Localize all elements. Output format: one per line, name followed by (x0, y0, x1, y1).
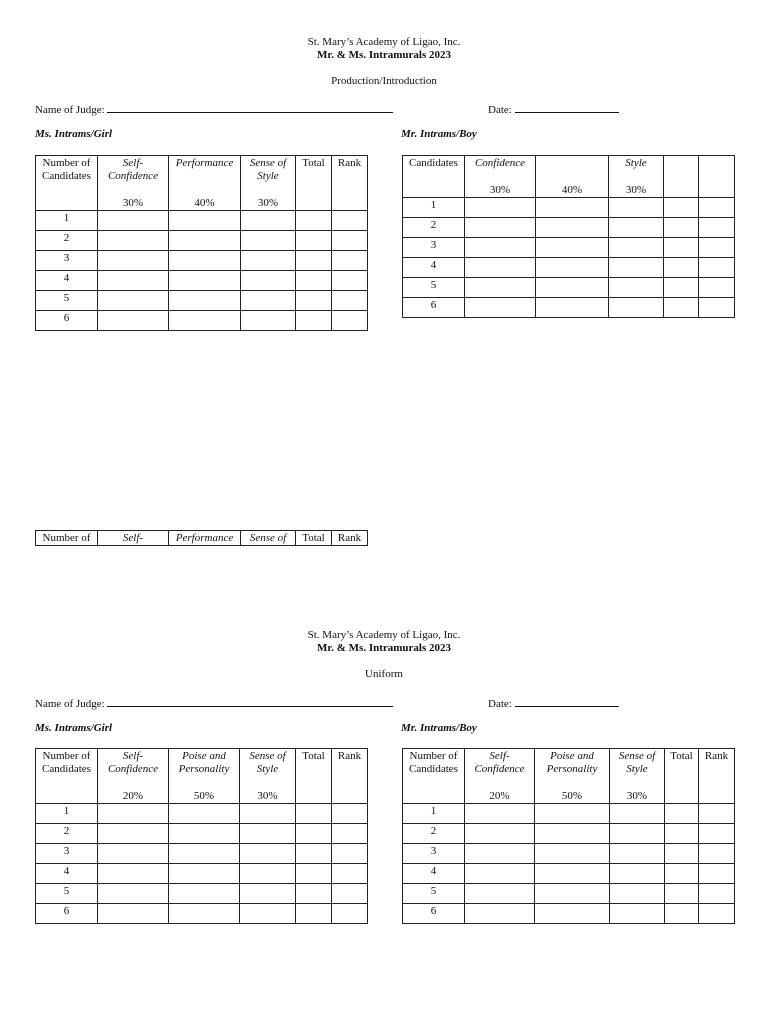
col-rank (699, 156, 735, 198)
table-row (403, 804, 735, 824)
score-cell[interactable] (465, 864, 535, 884)
score-cell[interactable] (610, 824, 665, 844)
table-row (403, 884, 735, 904)
candidate-number: 6 (36, 904, 98, 924)
candidate-number: 3 (36, 251, 98, 271)
score-cell[interactable] (465, 258, 536, 278)
score-cell[interactable] (536, 238, 609, 258)
score-cell[interactable] (98, 884, 169, 904)
score-cell[interactable] (169, 291, 241, 311)
rank-cell[interactable] (332, 804, 368, 824)
date-field[interactable] (488, 102, 619, 116)
table-row (36, 884, 368, 904)
score-cell[interactable] (169, 231, 241, 251)
total-cell[interactable] (296, 844, 332, 864)
col-total: Total (296, 749, 332, 804)
col-rank: Rank (699, 749, 735, 804)
score-cell[interactable] (465, 844, 535, 864)
candidate-number: 4 (403, 258, 465, 278)
table-row (403, 298, 735, 318)
score-cell[interactable] (536, 278, 609, 298)
total-cell[interactable] (664, 278, 699, 298)
score-cell[interactable] (169, 844, 240, 864)
col-candidates: Candidates (403, 156, 465, 198)
score-cell[interactable] (169, 211, 241, 231)
table-header-row (36, 531, 368, 546)
col-criterion-3: Sense of Style 30% (610, 749, 665, 804)
date-label: Date: (488, 104, 512, 116)
candidate-number: 4 (403, 864, 465, 884)
date-line[interactable] (515, 696, 619, 707)
candidate-number: 5 (36, 291, 98, 311)
score-cell[interactable] (169, 251, 241, 271)
score-cell[interactable] (240, 904, 296, 924)
weight-2: 40% (194, 197, 215, 209)
col-criterion-1: Self- (98, 531, 169, 546)
score-cell[interactable] (610, 884, 665, 904)
score-cell[interactable] (169, 804, 240, 824)
score-cell[interactable] (241, 311, 296, 331)
col-candidates: Number of Candidates (36, 749, 98, 804)
score-cell[interactable] (610, 864, 665, 884)
rank-cell[interactable] (699, 278, 735, 298)
boy-score-table (402, 748, 735, 924)
rank-cell[interactable] (332, 211, 368, 231)
col-criterion-3: Style 30% (609, 156, 664, 198)
rank-cell[interactable] (699, 824, 735, 844)
col-criterion-3: Sense of Style 30% (240, 749, 296, 804)
col-criterion-1: Self-Confidence 30% (98, 156, 169, 211)
col-criterion-3: Sense of Style 30% (241, 156, 296, 211)
total-cell[interactable] (296, 804, 332, 824)
weight-1: 30% (122, 197, 144, 209)
weight-3: 30% (257, 790, 278, 802)
score-cell[interactable] (169, 884, 240, 904)
score-cell[interactable] (169, 864, 240, 884)
total-cell[interactable] (665, 844, 699, 864)
candidate-number: 3 (403, 844, 465, 864)
judge-field[interactable] (35, 102, 393, 116)
total-cell[interactable] (296, 884, 332, 904)
score-cell[interactable] (535, 884, 610, 904)
rank-cell[interactable] (332, 844, 368, 864)
rank-cell[interactable] (699, 298, 735, 318)
candidate-number: 4 (36, 864, 98, 884)
candidate-number: 3 (403, 238, 465, 258)
rank-cell[interactable] (699, 218, 735, 238)
score-cell[interactable] (98, 251, 169, 271)
date-line[interactable] (515, 102, 619, 113)
table-header-row (403, 749, 735, 804)
score-cell[interactable] (241, 291, 296, 311)
rank-cell[interactable] (332, 904, 368, 924)
rank-cell[interactable] (699, 884, 735, 904)
boy-score-table (402, 155, 735, 318)
score-cell[interactable] (535, 864, 610, 884)
total-cell[interactable] (664, 198, 699, 218)
candidate-number: 6 (403, 298, 465, 318)
candidate-number: 4 (36, 271, 98, 291)
score-cell[interactable] (241, 271, 296, 291)
date-label: Date: (488, 698, 512, 710)
score-cell[interactable] (98, 271, 169, 291)
col-total: Total (296, 156, 332, 211)
rank-cell[interactable] (332, 291, 368, 311)
table-header-row (403, 156, 735, 198)
score-cell[interactable] (536, 258, 609, 278)
score-cell[interactable] (609, 298, 664, 318)
category-title: Production/Introduction (331, 75, 437, 87)
candidate-number: 2 (403, 824, 465, 844)
score-cell[interactable] (98, 291, 169, 311)
table-row (36, 311, 368, 331)
rank-cell[interactable] (699, 804, 735, 824)
table-row (36, 291, 368, 311)
total-cell[interactable] (296, 864, 332, 884)
table-row (403, 904, 735, 924)
candidate-number: 2 (403, 218, 465, 238)
candidate-number: 2 (36, 231, 98, 251)
judge-label: Name of Judge: (35, 698, 105, 710)
col-candidates: Number of Candidates (403, 749, 465, 804)
col-rank: Rank (332, 156, 368, 211)
score-cell[interactable] (609, 258, 664, 278)
judge-line[interactable] (107, 696, 393, 707)
rank-cell[interactable] (699, 904, 735, 924)
rank-cell[interactable] (332, 311, 368, 331)
weight-3: 30% (626, 790, 648, 802)
col-criterion-2 (536, 156, 609, 198)
table-row (36, 904, 368, 924)
score-cell[interactable] (98, 864, 169, 884)
score-cell[interactable] (465, 198, 536, 218)
total-cell[interactable] (664, 298, 699, 318)
col-criterion-2: Poise and Personality 50% (535, 749, 610, 804)
weight-1: 20% (489, 790, 510, 802)
event-title: Mr. & Ms. Intramurals 2023 (316, 642, 452, 654)
rank-cell[interactable] (332, 884, 368, 904)
score-cell[interactable] (536, 198, 609, 218)
rank-cell[interactable] (332, 231, 368, 251)
col-criterion-1: Self-Confidence 20% (98, 749, 169, 804)
col-criterion-1: Self-Confidence 20% (465, 749, 535, 804)
rank-cell[interactable] (699, 258, 735, 278)
candidate-number: 1 (36, 804, 98, 824)
rank-cell[interactable] (699, 864, 735, 884)
score-cell[interactable] (610, 844, 665, 864)
weight-2: 50% (561, 790, 583, 802)
score-cell[interactable] (98, 231, 169, 251)
table-row (36, 271, 368, 291)
boy-section-title: Mr. Intrams/Boy (401, 128, 477, 140)
table-row (403, 238, 735, 258)
score-cell[interactable] (536, 218, 609, 238)
score-cell[interactable] (465, 298, 536, 318)
col-candidates: Number of Candidates (36, 156, 98, 211)
rank-cell[interactable] (699, 238, 735, 258)
judge-field[interactable] (35, 696, 393, 710)
weight-1: 20% (122, 790, 144, 802)
school-name: St. Mary’s Academy of Ligao, Inc. (307, 36, 461, 48)
score-cell[interactable] (169, 824, 240, 844)
table-row (403, 278, 735, 298)
girl-section-title: Ms. Intrams/Girl (35, 128, 113, 140)
score-cell[interactable] (98, 804, 169, 824)
score-cell[interactable] (241, 211, 296, 231)
total-cell[interactable] (296, 311, 332, 331)
table-header-row (36, 156, 368, 211)
score-cell[interactable] (240, 864, 296, 884)
candidate-number: 5 (403, 278, 465, 298)
score-cell[interactable] (98, 311, 169, 331)
col-candidates: Number of (36, 531, 98, 546)
rank-cell[interactable] (699, 198, 735, 218)
candidate-number: 6 (36, 311, 98, 331)
rank-cell[interactable] (699, 844, 735, 864)
col-total: Total (665, 749, 699, 804)
girl-section-title: Ms. Intrams/Girl (35, 722, 113, 734)
judge-line[interactable] (107, 102, 393, 113)
rank-cell[interactable] (332, 824, 368, 844)
rank-cell[interactable] (332, 251, 368, 271)
score-cell[interactable] (240, 824, 296, 844)
rank-cell[interactable] (332, 864, 368, 884)
table-row (36, 251, 368, 271)
score-cell[interactable] (535, 904, 610, 924)
table-row (36, 844, 368, 864)
score-cell[interactable] (169, 271, 241, 291)
col-rank: Rank (332, 531, 368, 546)
candidate-number: 5 (36, 884, 98, 904)
total-cell[interactable] (664, 258, 699, 278)
score-cell[interactable] (169, 311, 241, 331)
weight-2: 50% (193, 790, 215, 802)
weight-2: 40% (561, 184, 583, 196)
score-cell[interactable] (241, 231, 296, 251)
score-cell[interactable] (465, 218, 536, 238)
table-row (403, 824, 735, 844)
score-cell[interactable] (609, 198, 664, 218)
total-cell[interactable] (296, 251, 332, 271)
total-cell[interactable] (296, 211, 332, 231)
total-cell[interactable] (296, 904, 332, 924)
col-criterion-2: Performance (169, 531, 241, 546)
table-row (36, 231, 368, 251)
table-row (36, 864, 368, 884)
candidate-number: 3 (36, 844, 98, 864)
weight-3: 30% (257, 197, 279, 209)
total-cell[interactable] (665, 804, 699, 824)
score-cell[interactable] (609, 238, 664, 258)
total-cell[interactable] (665, 864, 699, 884)
date-field[interactable] (488, 696, 619, 710)
event-title: Mr. & Ms. Intramurals 2023 (316, 49, 452, 61)
table-row (36, 824, 368, 844)
candidate-number: 1 (36, 211, 98, 231)
score-cell[interactable] (98, 211, 169, 231)
girl-score-table (35, 748, 368, 924)
score-cell[interactable] (535, 824, 610, 844)
total-cell[interactable] (296, 291, 332, 311)
col-criterion-2: Performance 40% (169, 156, 241, 211)
total-cell[interactable] (296, 271, 332, 291)
score-cell[interactable] (240, 804, 296, 824)
table-row (403, 198, 735, 218)
score-cell[interactable] (465, 824, 535, 844)
col-criterion-3: Sense of (241, 531, 296, 546)
candidate-number: 6 (403, 904, 465, 924)
score-cell[interactable] (535, 804, 610, 824)
total-cell[interactable] (296, 824, 332, 844)
table-row (403, 844, 735, 864)
weight-1: 30% (489, 184, 511, 196)
stub-table-header (35, 530, 368, 546)
weight-3: 30% (625, 184, 647, 196)
score-cell[interactable] (465, 238, 536, 258)
score-cell[interactable] (465, 804, 535, 824)
candidate-number: 5 (403, 884, 465, 904)
boy-section-title: Mr. Intrams/Boy (401, 722, 477, 734)
total-cell[interactable] (664, 218, 699, 238)
col-rank: Rank (332, 749, 368, 804)
score-cell[interactable] (98, 824, 169, 844)
score-cell[interactable] (241, 251, 296, 271)
total-cell[interactable] (665, 904, 699, 924)
score-cell[interactable] (98, 904, 169, 924)
judge-label: Name of Judge: (35, 104, 105, 116)
table-header-row (36, 749, 368, 804)
table-row (403, 864, 735, 884)
category-title: Uniform (365, 668, 403, 680)
candidate-number: 2 (36, 824, 98, 844)
score-cell[interactable] (169, 904, 240, 924)
col-criterion-1: Confidence 30% (465, 156, 536, 198)
score-cell[interactable] (536, 298, 609, 318)
col-criterion-2: Poise and Personality 50% (169, 749, 240, 804)
total-cell[interactable] (664, 238, 699, 258)
col-total: Total (296, 531, 332, 546)
table-row (403, 218, 735, 238)
score-cell[interactable] (465, 278, 536, 298)
candidate-number: 1 (403, 198, 465, 218)
table-row (36, 211, 368, 231)
score-cell[interactable] (609, 218, 664, 238)
school-name: St. Mary’s Academy of Ligao, Inc. (307, 629, 461, 641)
score-cell[interactable] (98, 844, 169, 864)
score-cell[interactable] (240, 884, 296, 904)
score-cell[interactable] (535, 844, 610, 864)
score-cell[interactable] (465, 904, 535, 924)
girl-score-table (35, 155, 368, 331)
col-total (664, 156, 699, 198)
table-row (403, 258, 735, 278)
candidate-number: 1 (403, 804, 465, 824)
score-cell[interactable] (240, 844, 296, 864)
score-cell[interactable] (610, 804, 665, 824)
score-cell[interactable] (610, 904, 665, 924)
total-cell[interactable] (665, 824, 699, 844)
total-cell[interactable] (296, 231, 332, 251)
rank-cell[interactable] (332, 271, 368, 291)
table-row (36, 804, 368, 824)
score-cell[interactable] (465, 884, 535, 904)
total-cell[interactable] (665, 884, 699, 904)
score-cell[interactable] (609, 278, 664, 298)
